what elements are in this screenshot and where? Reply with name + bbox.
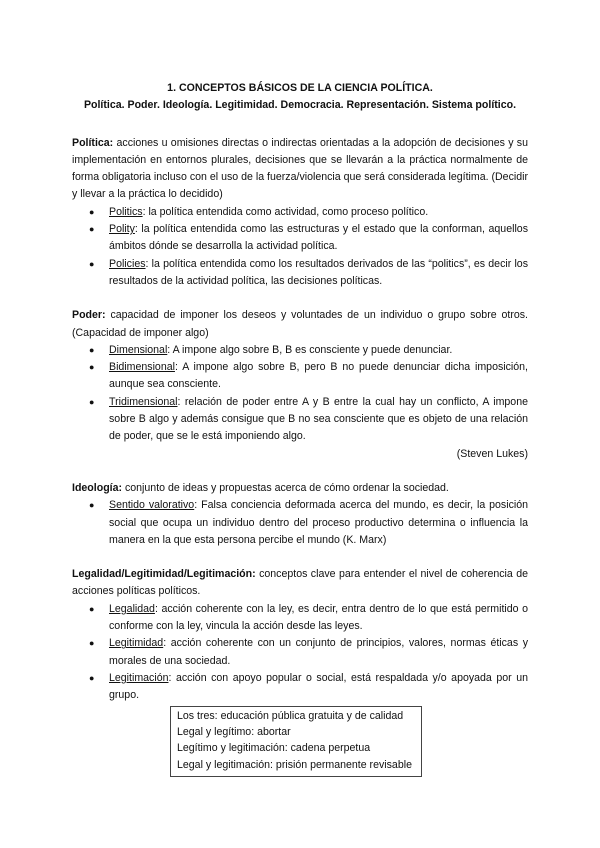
list-item — [72, 359, 528, 394]
list-item — [72, 394, 528, 446]
list-item-term: Dimensional — [109, 343, 168, 356]
citation: (Steven Lukes) — [456, 447, 528, 460]
list-item-text: : acción con apoyo popular o social, está respaldada y/o apoyada por un grupo. — [109, 671, 528, 702]
list-item — [72, 601, 528, 636]
bullet-icon: ● — [89, 344, 95, 355]
list-item-text: : A impone algo sobre B, B es consciente y puede denunciar. — [167, 343, 453, 356]
page-subtitle: Política. Poder. Ideología. Legitimidad. Democracia. Representación. Sistema político. — [83, 99, 517, 112]
poder-definition — [72, 307, 528, 342]
bullet-icon: ● — [89, 258, 95, 269]
legalidad-list — [72, 601, 528, 705]
politica-definition-text: acciones u omisiones directas o indirectas orientadas a la adopción de decisiones y su implementación en entornos plurales, decisiones que se llevarán a la práctica normalmente de forma obligatoria incluso con el uso de la fuerza/violencia que será considerada legítima. (Decidir y llevar a la práctica lo decidido) — [72, 136, 528, 201]
list-item-text: : Falsa conciencia deformada acerca del mundo, es decir, la posición social que ocupa un individuo dentro del proceso productivo determina o influencia la manera en la que esta persona percibe el mundo (K. Marx) — [109, 499, 529, 546]
bullet-icon: ● — [89, 638, 95, 649]
list-item-term: Bidimensional — [109, 361, 175, 374]
legalidad-definition-text: conceptos clave para entender el nivel de coherencia de acciones políticas políticos. — [72, 568, 528, 598]
bullet-icon: ● — [89, 206, 95, 217]
list-item-text: : la política entendida como las estructuras y el estado que la conforman, aquellos ámbitos dónde se desarrolla la actividad política. — [109, 223, 528, 253]
section-ideologia — [72, 480, 528, 549]
ideologia-definition — [72, 480, 528, 497]
list-item — [72, 635, 528, 670]
list-item-text: : A impone algo sobre B, pero B no puede denunciar dicha imposición, aunque sea consciente. — [109, 361, 528, 391]
politica-list — [72, 204, 528, 290]
list-item-term: Polity — [109, 223, 135, 236]
examples-line: Los tres: educación pública gratuita y de calidad — [177, 710, 404, 722]
examples-line: Legal y legítimo: abortar — [177, 726, 291, 739]
list-item — [72, 342, 528, 359]
list-item — [72, 256, 528, 291]
ideologia-definition-text: conjunto de ideas y propuestas acerca de cómo ordenar la sociedad. — [122, 481, 449, 494]
list-item — [72, 670, 528, 705]
legalidad-definition — [72, 566, 528, 601]
list-item-text: : acción coherente con un conjunto de principios, valores, normas éticas y morales de una sociedad. — [109, 637, 528, 667]
legalidad-term: Legalidad/Legitimidad/Legitimación: — [72, 568, 256, 581]
list-item-term: Politics — [109, 205, 143, 218]
section-legalidad — [72, 566, 528, 704]
bullet-icon: ● — [89, 500, 95, 511]
politica-term: Política: — [72, 136, 114, 149]
poder-term: Poder: — [72, 309, 106, 322]
list-item — [72, 204, 528, 221]
bullet-icon: ● — [89, 672, 95, 683]
examples-line: Legal y legitimación: prisión permanente revisable — [177, 758, 412, 771]
bullet-icon: ● — [89, 224, 95, 235]
document-page — [72, 80, 528, 722]
list-item-text: : la política entendida como actividad, como proceso político. — [142, 205, 429, 218]
list-item — [72, 497, 528, 549]
examples-line: Legítimo y legitimación: cadena perpetua — [177, 742, 371, 755]
list-item-text: : relación de poder entre A y B entre la cual hay un conflicto, A impone sobre B algo y además consigue que B no sea consciente que es objeto de una relación de poder, que se le está imponiendo algo. — [109, 395, 528, 443]
poder-definition-text: capacidad de imponer los deseos y voluntades de un individuo o grupo sobre otros. (Capacidad de imponer algo) — [72, 309, 528, 339]
list-item — [72, 221, 528, 256]
list-item-term: Legitimación — [109, 671, 169, 684]
ideologia-list — [72, 497, 528, 549]
list-item-term: Sentido valorativo — [109, 499, 195, 512]
poder-list — [72, 342, 528, 446]
list-item-text: : acción coherente con la ley, es decir, entra dentro de lo que está permitido o conforme con la ley, vincula la acción desde las leyes. — [109, 602, 528, 633]
bullet-icon: ● — [89, 396, 95, 407]
section-poder — [72, 307, 528, 463]
list-item-term: Legalidad — [109, 602, 155, 615]
page-title: 1. CONCEPTOS BÁSICOS DE LA CIENCIA POLÍTICA. — [167, 82, 433, 94]
ideologia-term: Ideología: — [72, 481, 123, 494]
bullet-icon: ● — [89, 603, 95, 614]
list-item-term: Tridimensional — [109, 395, 178, 408]
list-item-term: Legitimidad — [109, 637, 164, 650]
section-politica — [72, 135, 528, 291]
politica-definition — [72, 135, 528, 204]
bullet-icon: ● — [89, 362, 95, 373]
list-item-term: Policies — [109, 257, 146, 270]
examples-box — [170, 706, 422, 777]
list-item-text: : la política entendida como los resultados derivados de las “politics”, es decir los resultados de la actividad política, las decisiones políticas. — [109, 257, 528, 287]
